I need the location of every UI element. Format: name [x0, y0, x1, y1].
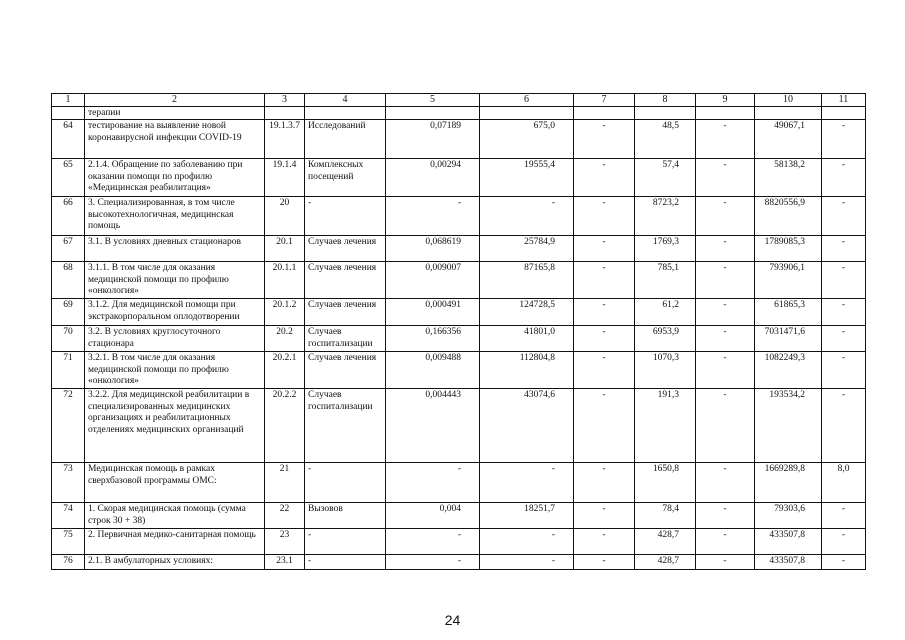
- table-cell-col10: 61865,3: [755, 299, 822, 326]
- table-cell-col5: 0,009488: [386, 352, 480, 389]
- table-cell-col9: -: [696, 197, 755, 236]
- table-row: [52, 389, 866, 463]
- table-cell-col3: 20.1: [265, 236, 305, 262]
- table-cell-col7: -: [574, 262, 635, 299]
- table-cell-col8: 428,7: [635, 555, 696, 570]
- table-row: [52, 463, 866, 503]
- header-cell: 4: [305, 94, 386, 107]
- table-cell-col10: 8820556,9: [755, 197, 822, 236]
- table-cell-col1: [52, 107, 85, 120]
- table-cell-col5: 0,009007: [386, 262, 480, 299]
- table-cell-col9: -: [696, 120, 755, 159]
- table-cell-col10: 433507,8: [755, 555, 822, 570]
- table-cell-col3: 19.1.4: [265, 159, 305, 197]
- table-cell-col2: 2. Первичная медико-санитарная помощь: [85, 529, 265, 555]
- table-cell-col5: 0,068619: [386, 236, 480, 262]
- table-cell-col5: 0,00294: [386, 159, 480, 197]
- page-number: 24: [444, 612, 461, 628]
- table-cell-col5: -: [386, 555, 480, 570]
- table-cell-col11: -: [822, 299, 866, 326]
- table-cell-col6: 112804,8: [480, 352, 574, 389]
- table-cell-col1: 64: [52, 120, 85, 159]
- table-cell-col5: 0,004443: [386, 389, 480, 463]
- table-cell-col6: -: [480, 529, 574, 555]
- table-row: [52, 262, 866, 299]
- header-row: [52, 94, 866, 107]
- header-cell: 7: [574, 94, 635, 107]
- table-cell-col3: 20.2: [265, 326, 305, 352]
- table-cell-col5: -: [386, 529, 480, 555]
- table-cell-col1: 71: [52, 352, 85, 389]
- table-cell-col6: 41801,0: [480, 326, 574, 352]
- table-cell-col9: -: [696, 159, 755, 197]
- table-cell-col9: -: [696, 529, 755, 555]
- table-cell-col5: 0,000491: [386, 299, 480, 326]
- table-cell-col10: 58138,2: [755, 159, 822, 197]
- table-cell-col10: 433507,8: [755, 529, 822, 555]
- table-cell-col11: [822, 107, 866, 120]
- table-cell-col10: 193534,2: [755, 389, 822, 463]
- table-cell-col4: Случаев госпитализации: [305, 326, 386, 352]
- table-cell-col2: 3.2. В условиях круглосуточного стационара: [85, 326, 265, 352]
- table-cell-col4: -: [305, 529, 386, 555]
- table-cell-col4: Случаев лечения: [305, 236, 386, 262]
- table-cell-col11: -: [822, 197, 866, 236]
- table-cell-col5: 0,166356: [386, 326, 480, 352]
- table-cell-col9: -: [696, 503, 755, 529]
- table-row: [52, 107, 866, 120]
- table-cell-col6: 25784,9: [480, 236, 574, 262]
- table-cell-col6: 124728,5: [480, 299, 574, 326]
- table-cell-col8: 191,3: [635, 389, 696, 463]
- table-cell-col6: 87165,8: [480, 262, 574, 299]
- table-cell-col2: 2.1.4. Обращение по заболеванию при оказании помощи по профилю «Медицинская реабилитация»: [85, 159, 265, 197]
- table-cell-col3: 20.2.2: [265, 389, 305, 463]
- table-cell-col7: -: [574, 529, 635, 555]
- table-row: [52, 120, 866, 159]
- table-cell-col8: 1070,3: [635, 352, 696, 389]
- header-cell: 2: [85, 94, 265, 107]
- table-cell-col8: 1650,8: [635, 463, 696, 503]
- table-cell-col2: Медицинская помощь в рамках сверхбазовой программы ОМС:: [85, 463, 265, 503]
- table-cell-col2: терапии: [85, 107, 265, 120]
- table-cell-col3: 23.1: [265, 555, 305, 570]
- table-cell-col4: Случаев лечения: [305, 262, 386, 299]
- table-cell-col3: 23: [265, 529, 305, 555]
- table-cell-col3: 20.1.2: [265, 299, 305, 326]
- table-cell-col11: -: [822, 236, 866, 262]
- table-cell-col4: Комплексных посещений: [305, 159, 386, 197]
- table-cell-col9: [696, 107, 755, 120]
- table-cell-col2: 3. Специализированная, в том числе высокотехнологичная, медицинская помощь: [85, 197, 265, 236]
- table-cell-col8: 78,4: [635, 503, 696, 529]
- table-cell-col4: Случаев госпитализации: [305, 389, 386, 463]
- table-cell-col4: -: [305, 463, 386, 503]
- table-body: [52, 94, 866, 570]
- table-cell-col7: -: [574, 463, 635, 503]
- table-cell-col7: -: [574, 352, 635, 389]
- table-cell-col2: 2.1. В амбулаторных условиях:: [85, 555, 265, 570]
- table-row: [52, 503, 866, 529]
- table-cell-col11: -: [822, 159, 866, 197]
- table-cell-col11: -: [822, 262, 866, 299]
- table-cell-col8: 785,1: [635, 262, 696, 299]
- table-cell-col8: 48,5: [635, 120, 696, 159]
- table-row: [52, 529, 866, 555]
- table-cell-col4: Исследований: [305, 120, 386, 159]
- header-cell: 5: [386, 94, 480, 107]
- table-cell-col6: -: [480, 463, 574, 503]
- table-cell-col10: 1669289,8: [755, 463, 822, 503]
- table-row: [52, 326, 866, 352]
- table-cell-col7: -: [574, 197, 635, 236]
- table-cell-col1: 73: [52, 463, 85, 503]
- table-row: [52, 159, 866, 197]
- table-cell-col3: 20: [265, 197, 305, 236]
- table-cell-col1: 69: [52, 299, 85, 326]
- table-cell-col1: 74: [52, 503, 85, 529]
- table-cell-col2: 3.1.2. Для медицинской помощи при экстракорпоральном оплодотворении: [85, 299, 265, 326]
- table-cell-col9: -: [696, 352, 755, 389]
- table-cell-col9: -: [696, 326, 755, 352]
- table-cell-col5: -: [386, 197, 480, 236]
- table-cell-col2: 3.2.1. В том числе для оказания медицинской помощи по профилю «онкология»: [85, 352, 265, 389]
- table-cell-col11: -: [822, 389, 866, 463]
- table-cell-col3: 21: [265, 463, 305, 503]
- table-row: [52, 236, 866, 262]
- table-cell-col1: 66: [52, 197, 85, 236]
- table-cell-col9: -: [696, 463, 755, 503]
- table-cell-col5: 0,07189: [386, 120, 480, 159]
- table-cell-col1: 68: [52, 262, 85, 299]
- table-cell-col10: 793906,1: [755, 262, 822, 299]
- table-cell-col11: -: [822, 120, 866, 159]
- header-cell: 6: [480, 94, 574, 107]
- table-cell-col11: 8,0: [822, 463, 866, 503]
- header-cell: 8: [635, 94, 696, 107]
- table-cell-col10: 49067,1: [755, 120, 822, 159]
- table-cell-col1: 70: [52, 326, 85, 352]
- table-cell-col10: 7031471,6: [755, 326, 822, 352]
- table-cell-col10: 1082249,3: [755, 352, 822, 389]
- table-cell-col11: -: [822, 555, 866, 570]
- table-row: [52, 352, 866, 389]
- table-cell-col9: -: [696, 262, 755, 299]
- table-cell-col6: 43074,6: [480, 389, 574, 463]
- table-cell-col7: -: [574, 389, 635, 463]
- table-cell-col7: -: [574, 159, 635, 197]
- table-cell-col7: -: [574, 120, 635, 159]
- table-cell-col2: тестирование на выявление новой коронавирусной инфекции COVID-19: [85, 120, 265, 159]
- header-cell: 9: [696, 94, 755, 107]
- header-cell: 10: [755, 94, 822, 107]
- table-cell-col8: 6953,9: [635, 326, 696, 352]
- table-cell-col3: [265, 107, 305, 120]
- table-cell-col1: 72: [52, 389, 85, 463]
- table-cell-col8: [635, 107, 696, 120]
- table-cell-col4: Случаев лечения: [305, 352, 386, 389]
- table-cell-col3: 20.2.1: [265, 352, 305, 389]
- table-cell-col5: [386, 107, 480, 120]
- table-cell-col9: -: [696, 555, 755, 570]
- table-cell-col7: -: [574, 299, 635, 326]
- table-cell-col2: 3.1.1. В том числе для оказания медицинской помощи по профилю «онкология»: [85, 262, 265, 299]
- table-cell-col5: 0,004: [386, 503, 480, 529]
- table-cell-col3: 19.1.3.7: [265, 120, 305, 159]
- table-cell-col11: -: [822, 503, 866, 529]
- table-cell-col10: [755, 107, 822, 120]
- table-cell-col1: 76: [52, 555, 85, 570]
- table-cell-col10: 79303,6: [755, 503, 822, 529]
- table-cell-col6: 19555,4: [480, 159, 574, 197]
- table-cell-col8: 428,7: [635, 529, 696, 555]
- header-cell: 3: [265, 94, 305, 107]
- table-cell-col6: [480, 107, 574, 120]
- table-cell-col1: 75: [52, 529, 85, 555]
- table-cell-col11: -: [822, 352, 866, 389]
- table-cell-col11: -: [822, 326, 866, 352]
- table-cell-col7: [574, 107, 635, 120]
- table-cell-col6: -: [480, 555, 574, 570]
- header-cell: 1: [52, 94, 85, 107]
- table-cell-col1: 65: [52, 159, 85, 197]
- table-cell-col9: -: [696, 389, 755, 463]
- table-cell-col7: -: [574, 503, 635, 529]
- table-cell-col6: -: [480, 197, 574, 236]
- document-table: [51, 93, 866, 570]
- table-cell-col5: -: [386, 463, 480, 503]
- table-cell-col6: 18251,7: [480, 503, 574, 529]
- table-row: [52, 197, 866, 236]
- table-cell-col4: Вызовов: [305, 503, 386, 529]
- table-row: [52, 555, 866, 570]
- table-cell-col7: -: [574, 236, 635, 262]
- table-cell-col8: 1769,3: [635, 236, 696, 262]
- table-cell-col2: 3.2.2. Для медицинской реабилитации в специализированных медицинских организациях и реабилитационных отделениях медицинских организаций: [85, 389, 265, 463]
- table-cell-col9: -: [696, 299, 755, 326]
- table-cell-col1: 67: [52, 236, 85, 262]
- table-cell-col8: 61,2: [635, 299, 696, 326]
- table-cell-col6: 675,0: [480, 120, 574, 159]
- table-cell-col3: 20.1.1: [265, 262, 305, 299]
- table-cell-col7: -: [574, 326, 635, 352]
- table-cell-col10: 1789085,3: [755, 236, 822, 262]
- table-cell-col2: 3.1. В условиях дневных стационаров: [85, 236, 265, 262]
- table-cell-col8: 8723,2: [635, 197, 696, 236]
- table-cell-col2: 1. Скорая медицинская помощь (сумма строк 30 + 38): [85, 503, 265, 529]
- table-cell-col4: Случаев лечения: [305, 299, 386, 326]
- table-cell-col4: -: [305, 197, 386, 236]
- header-cell: 11: [822, 94, 866, 107]
- table-cell-col8: 57,4: [635, 159, 696, 197]
- table-cell-col3: 22: [265, 503, 305, 529]
- table-cell-col7: -: [574, 555, 635, 570]
- table-cell-col4: [305, 107, 386, 120]
- table-row: [52, 299, 866, 326]
- table-cell-col11: -: [822, 529, 866, 555]
- table-cell-col4: -: [305, 555, 386, 570]
- table-cell-col9: -: [696, 236, 755, 262]
